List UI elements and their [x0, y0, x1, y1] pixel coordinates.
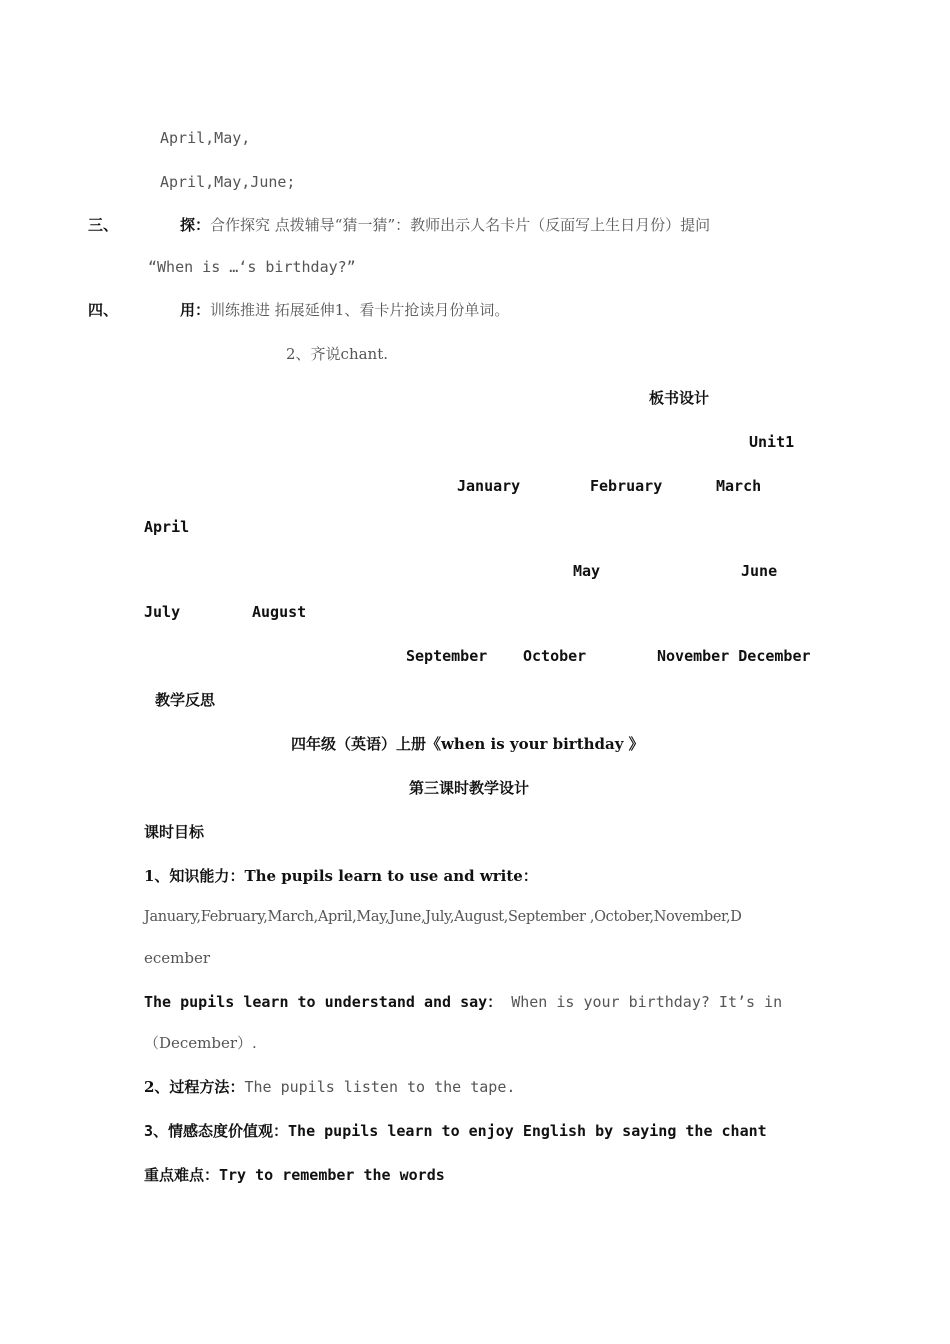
board-month-january: January: [457, 477, 521, 495]
chant-line-1: April,May,: [160, 129, 251, 147]
board-month-june: June: [741, 562, 778, 580]
goal-2-label: 2、过程方法：: [144, 1078, 245, 1096]
board-month-may: May: [573, 562, 601, 580]
goal-1-label: 1、知识能力：The pupils learn to use and write：: [144, 867, 538, 885]
lesson-subtitle: 第三课时教学设计: [409, 779, 530, 797]
goal-1-months-line-2: ecember: [144, 949, 211, 967]
step-four-number: 四、: [88, 301, 119, 319]
board-title: 板书设计: [649, 389, 710, 407]
step-four-heading: 用：: [180, 301, 211, 319]
board-month-april: April: [144, 518, 190, 536]
goal-2: [144, 1077, 515, 1097]
goal-3: 3、情感态度价值观：The pupils learn to enjoy English by saying the chant: [144, 1122, 767, 1140]
step-four-text: 训练推进 拓展延伸1、看卡片抢读月份单词。: [210, 301, 510, 319]
board-unit: Unit1: [749, 433, 795, 451]
board-month-march: March: [716, 477, 762, 495]
goal-1-months-line-1: January,February,March,April,May,June,July,August,September ,October,November,D: [144, 909, 742, 925]
goal-1-say-label: The pupils learn to understand and say：: [144, 993, 503, 1011]
board-month-august: August: [252, 603, 307, 621]
board-month-february: February: [590, 477, 663, 495]
goals-heading: 课时目标: [144, 823, 205, 841]
lesson-title: 四年级（英语）上册《when is your birthday 》: [291, 735, 644, 753]
step-three: [88, 215, 710, 235]
step-four: [88, 300, 509, 320]
step-four-item-2: 2、齐说chant.: [286, 345, 389, 363]
step-three-question: “When is …‘s birthday?”: [148, 258, 356, 276]
goal-2-text: The pupils listen to the tape.: [244, 1078, 516, 1096]
reflection-heading: 教学反思: [155, 691, 216, 709]
key-points: 重点难点：Try to remember the words: [144, 1166, 445, 1184]
step-three-number: 三、: [88, 216, 119, 234]
step-three-heading: 探：: [180, 216, 211, 234]
board-month-july: July: [144, 603, 181, 621]
step-three-text: 合作探究 点拨辅导“猜一猜”：教师出示人名卡片（反面写上生日月份）提问: [210, 216, 711, 234]
board-month-november-december: November December: [657, 647, 811, 665]
goal-1-say: [144, 992, 782, 1012]
goal-1-say-text: When is your birthday? It’s in: [502, 993, 783, 1011]
chant-line-2: April,May,June;: [160, 173, 296, 191]
board-month-october: October: [523, 647, 587, 665]
board-month-september: September: [406, 647, 488, 665]
goal-1-say-text-continued: （December）.: [144, 1034, 257, 1052]
